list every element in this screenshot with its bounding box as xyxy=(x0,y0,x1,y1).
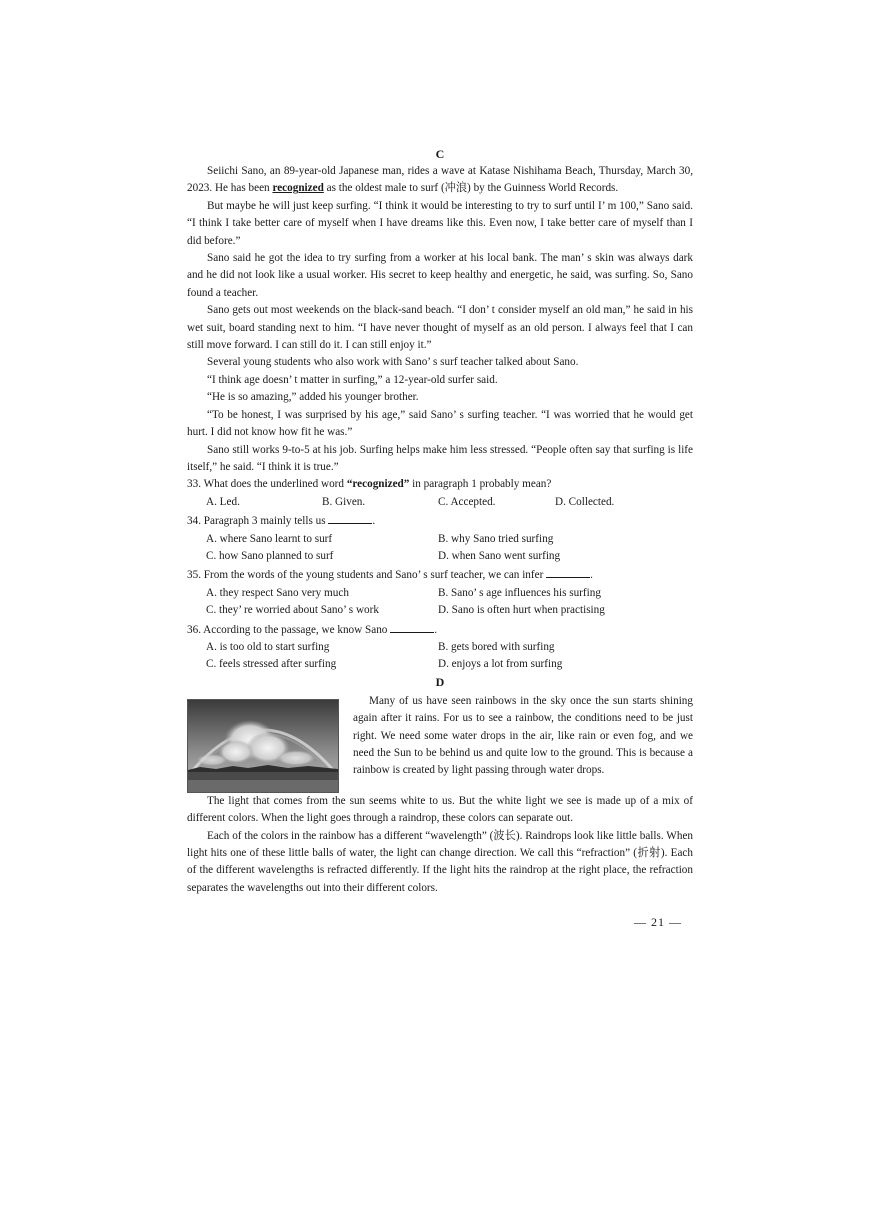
option-d[interactable]: D. Collected. xyxy=(555,495,615,508)
exam-page xyxy=(187,146,693,897)
option-b[interactable]: B. Given. xyxy=(322,495,366,508)
section-c-paragraph-7: “He is so amazing,” added his younger brother. xyxy=(207,391,419,404)
section-c-paragraph-6: “I think age doesn’ t matter in surfing,” a 12-year-old surfer said. xyxy=(207,373,498,386)
question-36-options xyxy=(187,639,693,674)
option-b[interactable]: B. gets bored with surfing xyxy=(438,640,555,653)
rainbow-photo xyxy=(187,699,339,793)
question-34-stem: 34. Paragraph 3 mainly tells us . xyxy=(187,511,693,530)
section-d-intro xyxy=(187,693,693,793)
option-c[interactable]: C. feels stressed after surfing xyxy=(206,658,337,671)
option-b[interactable]: B. why Sano tried surfing xyxy=(438,532,554,545)
option-c[interactable]: C. how Sano planned to surf xyxy=(206,549,334,562)
section-c-paragraph-1: Seiichi Sano, an 89-year-old Japanese man, rides a wave at Katase Nishihama Beach, Thursday, March 30, 2023. He has been recognized as the oldest male to surf (冲浪) by the Guinness World Records. xyxy=(187,165,693,195)
section-d-heading: D xyxy=(435,674,445,689)
question-33-stem: 33. What does the underlined word “recognized” in paragraph 1 probably mean? xyxy=(187,478,552,491)
option-d[interactable]: D. enjoys a lot from surfing xyxy=(438,658,563,671)
option-a[interactable]: A. is too old to start surfing xyxy=(206,640,330,653)
section-c-paragraph-3: Sano said he got the idea to try surfing from a worker at his local bank. The man’ s skin was always dark and he did not look like a usual worker. His secret to keep healthy and energetic, he said, was surfing. So, Sano found a teacher. xyxy=(187,252,693,299)
section-c-paragraph-8: “To be honest, I was surprised by his age,” said Sano’ s surfing teacher. “I was worried that he would get hurt. I did not know how fit he was.” xyxy=(187,408,693,439)
option-d[interactable]: D. when Sano went surfing xyxy=(438,549,561,562)
answer-blank[interactable] xyxy=(390,620,434,633)
question-36-stem: 36. According to the passage, we know Sano . xyxy=(187,620,693,639)
section-c-paragraph-2: But maybe he will just keep surfing. “I think it would be interesting to try to surf until I’ m 100,” Sano said. “I think I take better care of myself when I have dreams like this. Even now, I take better care of myself than I did before.” xyxy=(187,199,693,247)
underlined-word: recognized xyxy=(272,182,324,195)
option-b[interactable]: B. Sano’ s age influences his surfing xyxy=(438,586,601,599)
option-a[interactable]: A. they respect Sano very much xyxy=(206,586,349,599)
option-a[interactable]: A. where Sano learnt to surf xyxy=(206,532,333,545)
section-c-heading: C xyxy=(435,147,445,161)
question-34-options xyxy=(187,531,693,566)
page-number: — 21 — xyxy=(634,915,682,929)
section-d-paragraph-3: Each of the colors in the rainbow has a different “wavelength” (波长). Raindrops look like little balls. When light hits one of these little balls of water, the light can change direction. We call this “refraction” (折射). Each of the different wavelengths is refracted differently. If the light hits the raindrop at the right place, the refraction separates the wavelengths out into their different colors. xyxy=(187,829,693,894)
answer-blank[interactable] xyxy=(328,511,372,524)
answer-blank[interactable] xyxy=(546,565,590,578)
option-d[interactable]: D. Sano is often hurt when practising xyxy=(438,604,605,617)
section-c-paragraph-4: Sano gets out most weekends on the black-sand beach. “I don’ t consider myself an old man,” he said in his wet suit, board standing next to him. “I have never thought of myself as an old person. I always feel that I can still move forward. I can still do it. I can still enjoy it.” xyxy=(187,304,693,352)
question-35-options xyxy=(187,585,693,620)
section-c-paragraph-5: Several young students who also work with Sano’ s surf teacher talked about Sano. xyxy=(207,356,579,369)
option-a[interactable]: A. Led. xyxy=(206,495,240,508)
option-c[interactable]: C. Accepted. xyxy=(438,495,496,508)
section-c-paragraph-9: Sano still works 9-to-5 at his job. Surfing helps make him less stressed. “People often say that surfing is life itself,” he said. “I think it is true.” xyxy=(187,443,693,473)
section-d-paragraph-2: The light that comes from the sun seems white to us. But the white light we see is made up of a mix of different colors. When the light goes through a raindrop, these colors can separate out. xyxy=(187,794,693,825)
question-33-options xyxy=(187,494,693,511)
section-d-paragraph-1: Many of us have seen rainbows in the sky once the sun starts shining again after it rains. For us to see a rainbow, the conditions need to be just right. We need some water drops in the air, like rain or even fog, and we need the Sun to be behind us and quite low to the ground. This is because a rainbow is created by light passing through water drops. xyxy=(353,694,693,777)
option-c[interactable]: C. they’ re worried about Sano’ s work xyxy=(206,604,379,617)
question-35-stem: 35. From the words of the young students and Sano’ s surf teacher, we can infer . xyxy=(187,565,693,584)
